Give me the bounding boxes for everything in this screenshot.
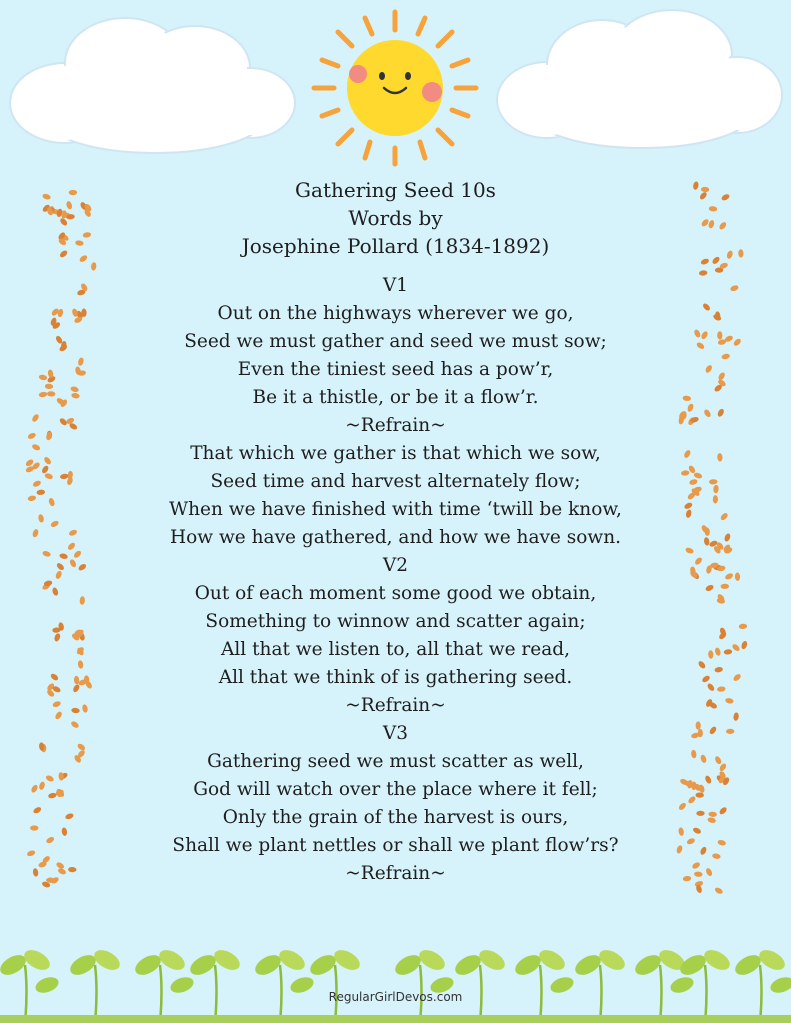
- seed-icon: [71, 707, 80, 713]
- seed-icon: [696, 721, 701, 729]
- seed-icon: [38, 391, 47, 398]
- poem-line: Be it a thistle, or be it a flow’r.: [252, 387, 539, 408]
- seed-icon: [709, 479, 718, 485]
- poem: [100, 176, 691, 888]
- seed-icon: [724, 649, 733, 655]
- seed-icon: [76, 742, 86, 751]
- seed-icon: [78, 254, 88, 263]
- seed-icon: [61, 827, 67, 836]
- seed-icon: [48, 792, 57, 799]
- poem-line: Shall we plant nettles or shall we plant flow’rs?: [172, 835, 619, 856]
- seed-icon: [45, 774, 55, 782]
- seed-icon: [725, 697, 734, 704]
- poem-author: Josephine Pollard (1834-1892): [241, 234, 550, 258]
- footer-url[interactable]: RegularGirlDevos.com: [328, 990, 463, 1004]
- seed-icon: [717, 839, 726, 846]
- seed-icon: [709, 206, 718, 212]
- seed-icon: [77, 563, 87, 572]
- seed-icon: [691, 861, 701, 870]
- seed-icon: [701, 674, 711, 683]
- seed-icon: [704, 364, 713, 374]
- seed-icon: [32, 806, 42, 815]
- seed-icon: [716, 408, 725, 418]
- sprout-icon: [252, 946, 316, 1023]
- poem-line: Even the tiniest seed has a pow’r,: [237, 359, 554, 380]
- seed-icon: [697, 660, 706, 670]
- seed-icon: [726, 250, 734, 260]
- seed-icon: [713, 495, 718, 503]
- seed-icon: [730, 284, 740, 292]
- seed-icon: [712, 853, 721, 859]
- sprout-icon: [632, 946, 696, 1023]
- seed-icon: [38, 514, 45, 523]
- seed-icon: [704, 775, 712, 785]
- seed-icon: [82, 232, 91, 239]
- seed-icon: [75, 240, 84, 247]
- seed-icon: [705, 867, 714, 877]
- poem-line: V2: [382, 555, 409, 576]
- seed-icon: [717, 686, 726, 692]
- poem-line: All that we think of is gathering seed.: [218, 667, 573, 688]
- seed-icon: [77, 660, 83, 669]
- seed-icon: [708, 811, 717, 817]
- seed-icon: [50, 672, 60, 681]
- seed-icon: [70, 386, 80, 393]
- seed-icon: [82, 704, 89, 713]
- seed-icon: [714, 886, 724, 895]
- seed-icon: [692, 181, 699, 190]
- seed-icon: [60, 473, 69, 480]
- seed-icon: [27, 432, 37, 440]
- seed-icon: [692, 826, 702, 834]
- seed-icon: [740, 640, 748, 650]
- seed-icon: [65, 200, 73, 210]
- seed-icon: [31, 413, 40, 423]
- poem-line: Seed we must gather and seed we must sow;: [184, 331, 607, 352]
- poem-line: Out of each moment some good we obtain,: [194, 583, 597, 604]
- sprout-icon: [187, 946, 243, 1023]
- seed-icon: [45, 836, 55, 845]
- seed-icon: [714, 647, 721, 657]
- poem-line: ~Refrain~: [345, 695, 446, 716]
- seed-icon: [700, 330, 709, 340]
- seed-icon: [699, 270, 708, 276]
- seed-icon: [691, 750, 697, 759]
- seed-icon: [696, 341, 706, 350]
- poem-line: Something to winnow and scatter again;: [205, 611, 586, 632]
- seed-icon: [32, 528, 40, 538]
- seed-icon: [718, 806, 728, 816]
- poem-line: Seed time and harvest alternately flow;: [210, 471, 581, 492]
- seed-icon: [717, 331, 722, 339]
- seed-icon: [51, 587, 59, 597]
- seed-icon: [27, 495, 36, 502]
- seed-icon: [73, 550, 83, 560]
- seed-icon: [38, 781, 46, 791]
- seed-icon: [59, 249, 69, 258]
- seed-icon: [72, 683, 81, 693]
- seed-icon: [68, 529, 78, 537]
- seed-icon: [717, 453, 723, 462]
- seed-icon: [65, 812, 75, 820]
- seed-icon: [26, 849, 36, 857]
- seed-icon: [721, 353, 730, 360]
- sprout-icon: [0, 946, 61, 1023]
- poem-line: V3: [382, 723, 409, 744]
- seed-icon: [706, 682, 715, 692]
- seed-icon: [32, 868, 39, 877]
- seed-icon: [702, 302, 712, 312]
- seed-icon: [714, 755, 723, 765]
- ground: [0, 1015, 791, 1023]
- seed-icon: [68, 867, 77, 872]
- seed-icon: [700, 754, 708, 764]
- seed-icon: [36, 489, 45, 495]
- poem-line: ~Refrain~: [345, 863, 446, 884]
- seed-icon: [56, 562, 66, 572]
- seed-icon: [707, 817, 716, 824]
- poem-line: V1: [382, 275, 409, 296]
- seed-icon: [733, 712, 739, 721]
- sprout-icon: [452, 946, 508, 1023]
- sprout-icon: [392, 946, 456, 1023]
- seed-column-left: [22, 180, 102, 900]
- seed-icon: [38, 374, 47, 381]
- seed-icon: [30, 825, 38, 830]
- seed-icon: [703, 537, 710, 546]
- seed-icon: [724, 572, 734, 581]
- poem-line: That which we gather is that which we sow,: [190, 443, 601, 464]
- seed-icon: [48, 497, 56, 507]
- seed-icon: [30, 784, 39, 794]
- seed-icon: [699, 191, 708, 201]
- seed-icon: [71, 392, 80, 399]
- seed-icon: [711, 256, 721, 266]
- seed-icon: [69, 558, 78, 568]
- sprout-icon: [132, 946, 196, 1023]
- seed-icon: [708, 219, 715, 229]
- seed-icon: [696, 811, 704, 816]
- seed-icon: [693, 472, 703, 480]
- cloud-icon: [5, 8, 300, 158]
- seed-icon: [735, 572, 741, 581]
- seed-icon: [713, 485, 719, 494]
- seed-icon: [701, 187, 710, 193]
- seed-icon: [31, 443, 41, 451]
- seed-icon: [91, 262, 97, 271]
- seed-icon: [42, 193, 52, 201]
- seed-icon: [45, 384, 54, 390]
- seed-icon: [699, 846, 707, 856]
- seed-icon: [732, 338, 742, 348]
- sprout-icon: [572, 946, 628, 1023]
- seed-icon: [732, 673, 742, 682]
- seed-icon: [43, 456, 52, 466]
- seed-icon: [79, 596, 85, 605]
- seed-icon: [718, 221, 727, 231]
- poem-title: Gathering Seed 10s: [295, 178, 496, 202]
- sprout-icon: [512, 946, 576, 1023]
- seed-icon: [738, 249, 743, 258]
- seed-icon: [721, 193, 731, 202]
- seed-icon: [52, 700, 62, 708]
- seed-icon: [59, 553, 68, 560]
- seed-icon: [70, 720, 80, 729]
- poem-line: How we have gathered, and how we have sown.: [169, 527, 622, 548]
- seed-icon: [694, 556, 704, 566]
- seed-icon: [53, 633, 61, 643]
- poem-line: When we have finished with time ‘twill be know,: [169, 499, 622, 520]
- title-block: [100, 176, 691, 260]
- sprout-icon: [67, 946, 123, 1023]
- seed-icon: [739, 624, 748, 630]
- seed-icon: [694, 871, 703, 877]
- seed-icon: [721, 584, 729, 589]
- poem-line: ~Refrain~: [345, 415, 446, 436]
- seed-icon: [67, 541, 77, 551]
- poem-line: Gathering seed we must scatter as well,: [207, 751, 584, 772]
- seed-icon: [703, 408, 712, 418]
- seed-icon: [44, 472, 54, 480]
- seed-icon: [700, 258, 710, 266]
- seed-icon: [700, 218, 710, 228]
- seed-icon: [717, 371, 726, 381]
- seed-icon: [69, 190, 77, 195]
- seed-icon: [705, 584, 715, 592]
- seed-icon: [47, 391, 56, 397]
- seed-icon: [695, 792, 704, 797]
- seed-icon: [693, 329, 701, 339]
- poem-line: God will watch over the place where it fell;: [193, 779, 598, 800]
- seed-icon: [32, 479, 42, 487]
- sprout-row: [0, 930, 791, 1023]
- seed-icon: [42, 550, 52, 558]
- seed-icon: [54, 710, 63, 720]
- seed-icon: [723, 533, 731, 543]
- sprout-icon: [307, 946, 363, 1023]
- seed-icon: [719, 512, 729, 522]
- poem-subtitle: Words by: [348, 206, 443, 230]
- sprout-icon: [732, 946, 791, 1023]
- seed-icon: [708, 725, 717, 735]
- cloud-icon: [492, 5, 787, 155]
- seed-icon: [41, 465, 50, 475]
- poem-lines: [100, 272, 691, 888]
- seed-icon: [714, 666, 723, 673]
- seed-icon: [731, 643, 741, 652]
- poem-line: All that we listen to, all that we read,: [221, 639, 570, 660]
- sun-icon: [310, 8, 480, 168]
- seed-icon: [55, 570, 63, 580]
- seed-icon: [50, 520, 60, 529]
- seed-icon: [726, 729, 734, 734]
- poem-line: Out on the highways wherever we go,: [217, 303, 574, 324]
- seed-icon: [77, 357, 84, 367]
- seed-icon: [708, 650, 714, 659]
- poem-line: Only the grain of the harvest is ours,: [222, 807, 569, 828]
